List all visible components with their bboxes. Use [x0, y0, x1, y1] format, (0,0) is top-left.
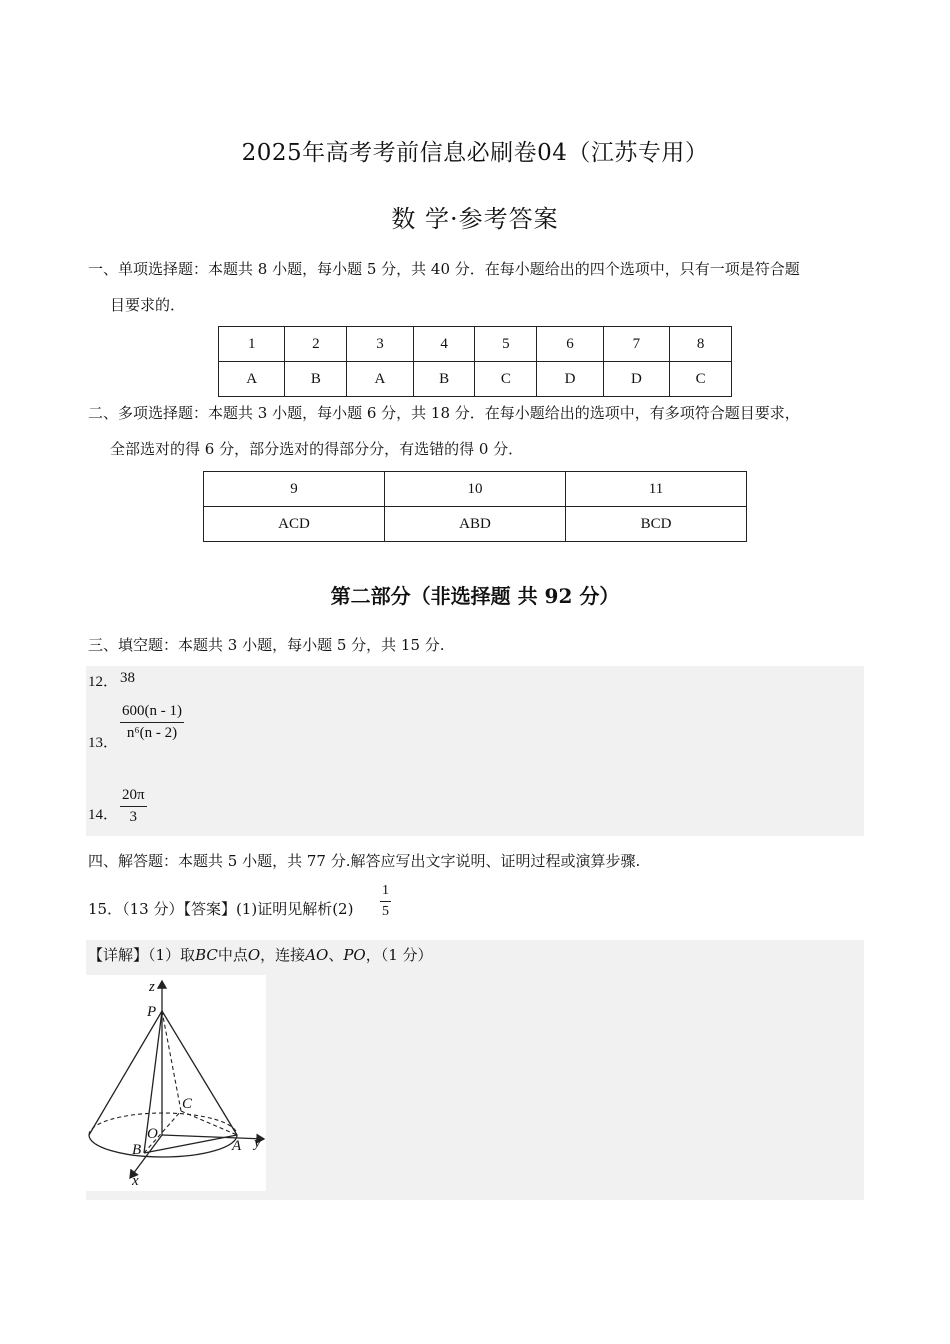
label-p: P	[147, 1004, 157, 1020]
label-x: x	[132, 1173, 139, 1189]
label-y: y	[254, 1135, 261, 1151]
q13-denominator: n⁶(n - 2)	[126, 725, 178, 741]
answer-cell: A	[219, 362, 285, 397]
answer-cell: ACD	[204, 507, 385, 542]
question-number: 11	[566, 472, 747, 507]
question-number: 3	[347, 327, 413, 362]
point-o: O	[247, 946, 261, 964]
label-b: B	[132, 1142, 142, 1158]
q13-answer-fraction	[120, 703, 184, 742]
question-number: 9	[204, 472, 385, 507]
q13-label: 13．	[88, 735, 119, 751]
table-row	[204, 472, 747, 507]
answer-cell: C	[475, 362, 537, 397]
document-subtitle: 数 学·参考答案	[391, 205, 559, 233]
section4-heading: 四、解答题：本题共 5 小题，共 77 分.解答应写出文字说明、证明过程或演算步骤.	[88, 852, 641, 870]
q13-numerator: 600(n - 1)	[122, 703, 182, 719]
detail-label: 【详解】	[88, 946, 149, 964]
label-z: z	[149, 979, 155, 995]
section2-heading	[88, 395, 868, 467]
document-title: 2025年高考考前信息必刷卷04（江苏专用）	[241, 140, 709, 166]
segment-ca	[181, 1111, 237, 1135]
q14-numerator: 20π	[122, 787, 145, 803]
question-number: 6	[537, 327, 603, 362]
table-row	[204, 507, 747, 542]
section1-line2: 目要求的．	[110, 296, 186, 314]
question-number: 7	[603, 327, 669, 362]
detail-connect: ，连接	[260, 946, 306, 964]
answer-cell: B	[413, 362, 475, 397]
q15-denominator: 5	[382, 904, 389, 919]
single-choice-answer-table	[218, 326, 732, 397]
question-number: 8	[670, 327, 732, 362]
part-two-title: 第二部分（非选择题 共 92 分）	[330, 584, 620, 608]
q12-label: 12．	[88, 674, 119, 690]
section3-heading: 三、填空题：本题共 3 小题，每小题 5 分，共 15 分.	[88, 636, 445, 654]
detail-separator: 、	[328, 946, 344, 964]
question-number: 1	[219, 327, 285, 362]
cone-base-front	[89, 1135, 237, 1157]
q15-detail-line	[88, 944, 433, 965]
multi-choice-answer-table	[203, 471, 747, 542]
answer-cell: D	[603, 362, 669, 397]
q15-answer-fraction	[380, 883, 391, 920]
section2-line1: 二、多项选择题：本题共 3 小题，每小题 6 分，共 18 分．在每小题给出的选项中，有多项符合题目要求，	[88, 404, 800, 422]
section2-line2: 全部选对的得 6 分，部分选对的得部分分，有选错的得 0 分．	[110, 440, 524, 458]
segment-bc: BC	[195, 946, 218, 964]
question-number: 4	[413, 327, 475, 362]
detail-step: （1）取	[148, 946, 196, 964]
label-o: O	[147, 1126, 158, 1142]
label-c: C	[182, 1096, 193, 1112]
q15-numerator: 1	[382, 883, 389, 898]
q14-answer-fraction	[120, 787, 147, 826]
q14-denominator: 3	[129, 809, 138, 825]
table-row	[219, 327, 732, 362]
label-a: A	[232, 1138, 242, 1154]
answer-cell: C	[670, 362, 732, 397]
answer-cell: B	[285, 362, 347, 397]
detail-score: ，（1 分）	[365, 946, 433, 964]
fill-in-answers-box	[86, 666, 864, 836]
section1-line1: 一、单项选择题：本题共 8 小题，每小题 5 分，共 40 分．在每小题给出的四个选项中，只有一项是符合题	[88, 260, 800, 278]
cone-figure	[86, 975, 266, 1191]
q12-answer: 38	[120, 670, 135, 686]
segment-ao: AO	[305, 946, 329, 964]
question-number: 2	[285, 327, 347, 362]
section1-heading	[88, 251, 868, 323]
y-axis	[162, 1135, 264, 1139]
segment-po: PO	[343, 946, 366, 964]
answer-cell: BCD	[566, 507, 747, 542]
answer-cell: D	[537, 362, 603, 397]
question-number: 5	[475, 327, 537, 362]
answer-cell: A	[347, 362, 413, 397]
table-row	[219, 362, 732, 397]
q14-label: 14．	[88, 807, 119, 823]
q15-answer-text: 15．（13 分）【答案】(1)证明见解析(2)	[88, 900, 354, 918]
q15-answer-line	[88, 898, 353, 919]
detail-midpoint: 中点	[217, 946, 248, 964]
segment-ba	[144, 1135, 237, 1153]
cone-diagram	[86, 975, 266, 1191]
answer-cell: ABD	[385, 507, 566, 542]
question-number: 10	[385, 472, 566, 507]
